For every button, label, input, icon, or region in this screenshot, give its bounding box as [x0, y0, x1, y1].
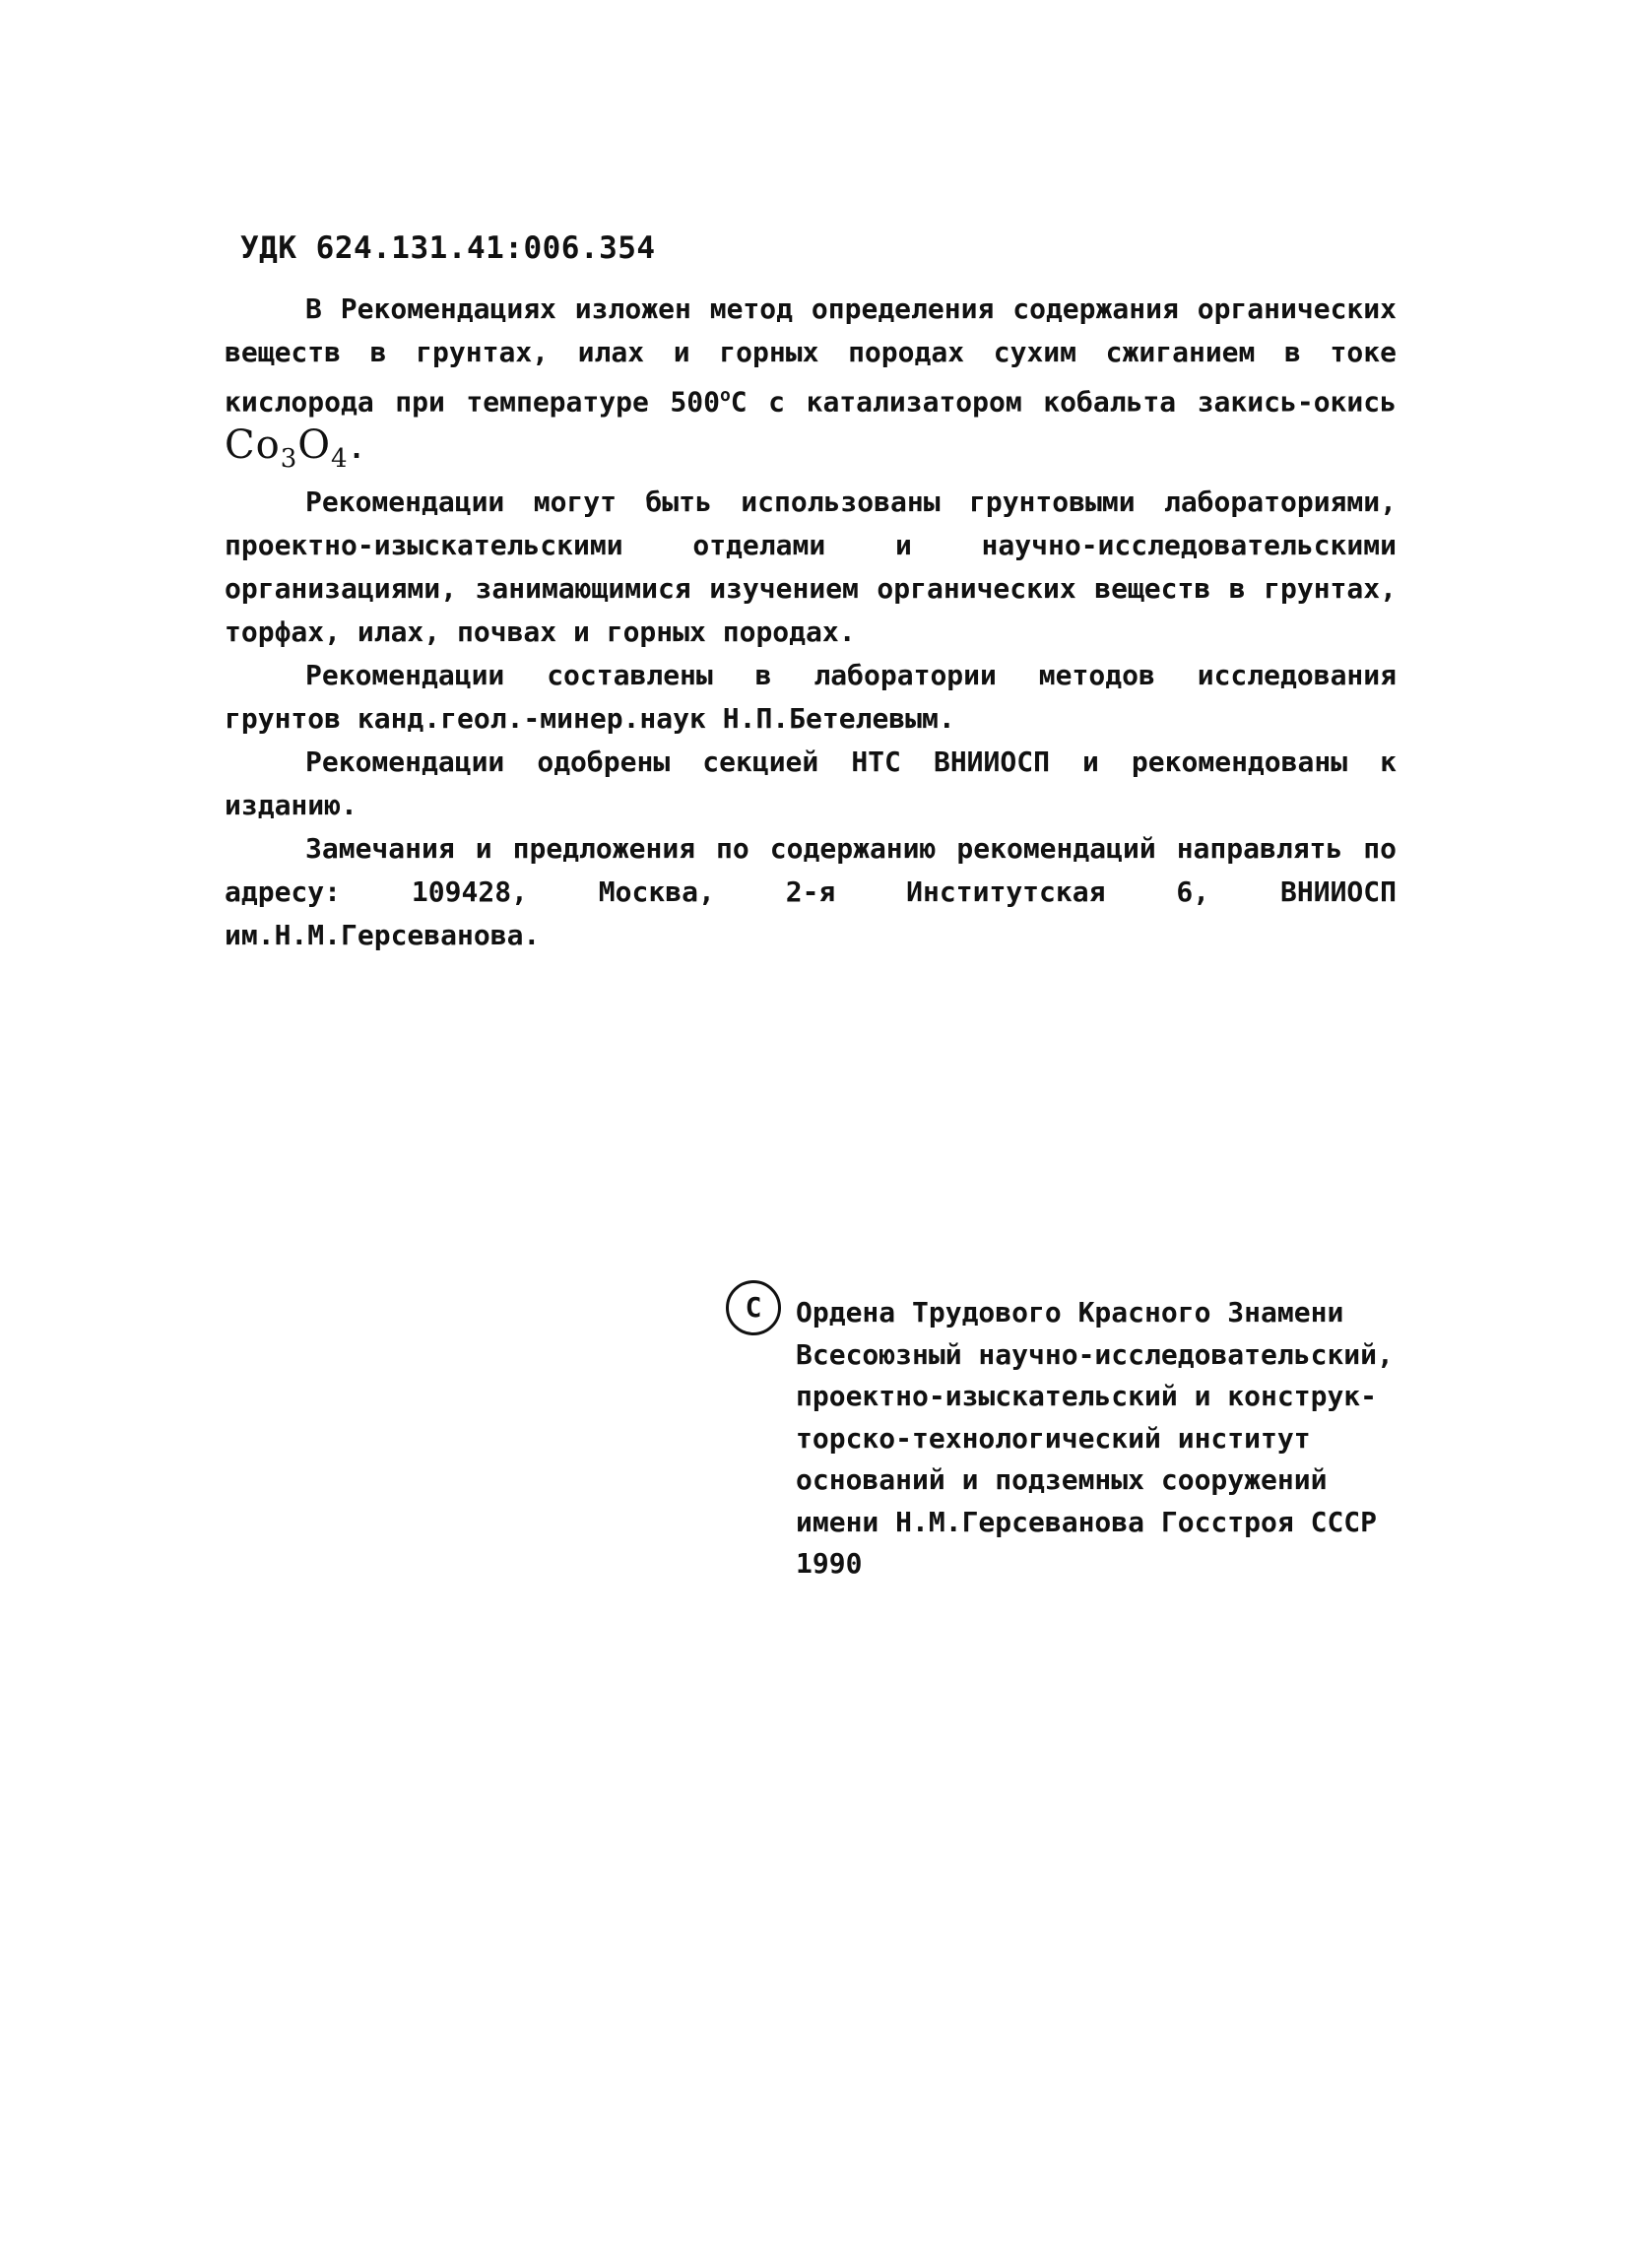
degree-mark: o [719, 385, 731, 406]
imprint-year: 1990 [796, 1547, 863, 1580]
paragraph-method-text-cont: С с катализатором кобальта закись-окись [730, 385, 1397, 419]
abstract-body [225, 288, 1397, 957]
copyright-icon: С [726, 1280, 781, 1335]
imprint-line: имени Н.М.Герсеванова Госстроя СССР [796, 1505, 1378, 1538]
imprint-line: Всесоюзный научно-исследовательский, [796, 1337, 1394, 1371]
formula-o: O [297, 422, 332, 469]
imprint-line: Ордена Трудового Красного Знамени [796, 1296, 1344, 1328]
formula-sub-3: 3 [280, 444, 298, 475]
paragraph-method [225, 288, 1397, 481]
paragraph-method-end: . [348, 432, 365, 466]
imprint-line: проектно-изыскательский и конструк- [796, 1380, 1378, 1412]
paragraph-feedback-address: Замечания и предложения по содержанию рекомендаций направлять по адресу: 109428, Москва, 2-я Институтская 6, ВНИИОСП им.Н.М.Герсеванова. [225, 832, 1397, 952]
formula-co: Co [225, 422, 281, 469]
paragraph-authors: Рекомендации составлены в лаборатории методов исследования грунтов канд.геол.-минер.наук Н.П.Бетелевым. [225, 659, 1397, 736]
imprint-line: торско-технологический институт [796, 1421, 1311, 1455]
paragraph-approval: Рекомендации одобрены секцией НТС ВНИИОСП и рекомендованы к изданию. [225, 745, 1397, 822]
imprint-line: оснований и подземных сооружений [796, 1463, 1328, 1496]
paragraph-usage: Рекомендации могут быть использованы грунтовыми лабораториями, проектно-изыскательскими отделами и научно-исследовательскими организациями, занимающимися изучением органических веществ в грунтах, торфах, илах, почвах и горных породах. [225, 486, 1397, 649]
chemical-formula [225, 422, 349, 475]
udk-code: УДК 624.131.41:006.354 [240, 230, 656, 266]
paragraph-method-text: В Рекомендациях изложен метод определения содержания органических веществ в грунтах, илах и горных породах сухим сжиганием в токе кислорода при температуре 500 [225, 292, 1397, 419]
formula-sub-4: 4 [331, 444, 349, 475]
publisher-imprint [796, 1292, 1406, 1586]
